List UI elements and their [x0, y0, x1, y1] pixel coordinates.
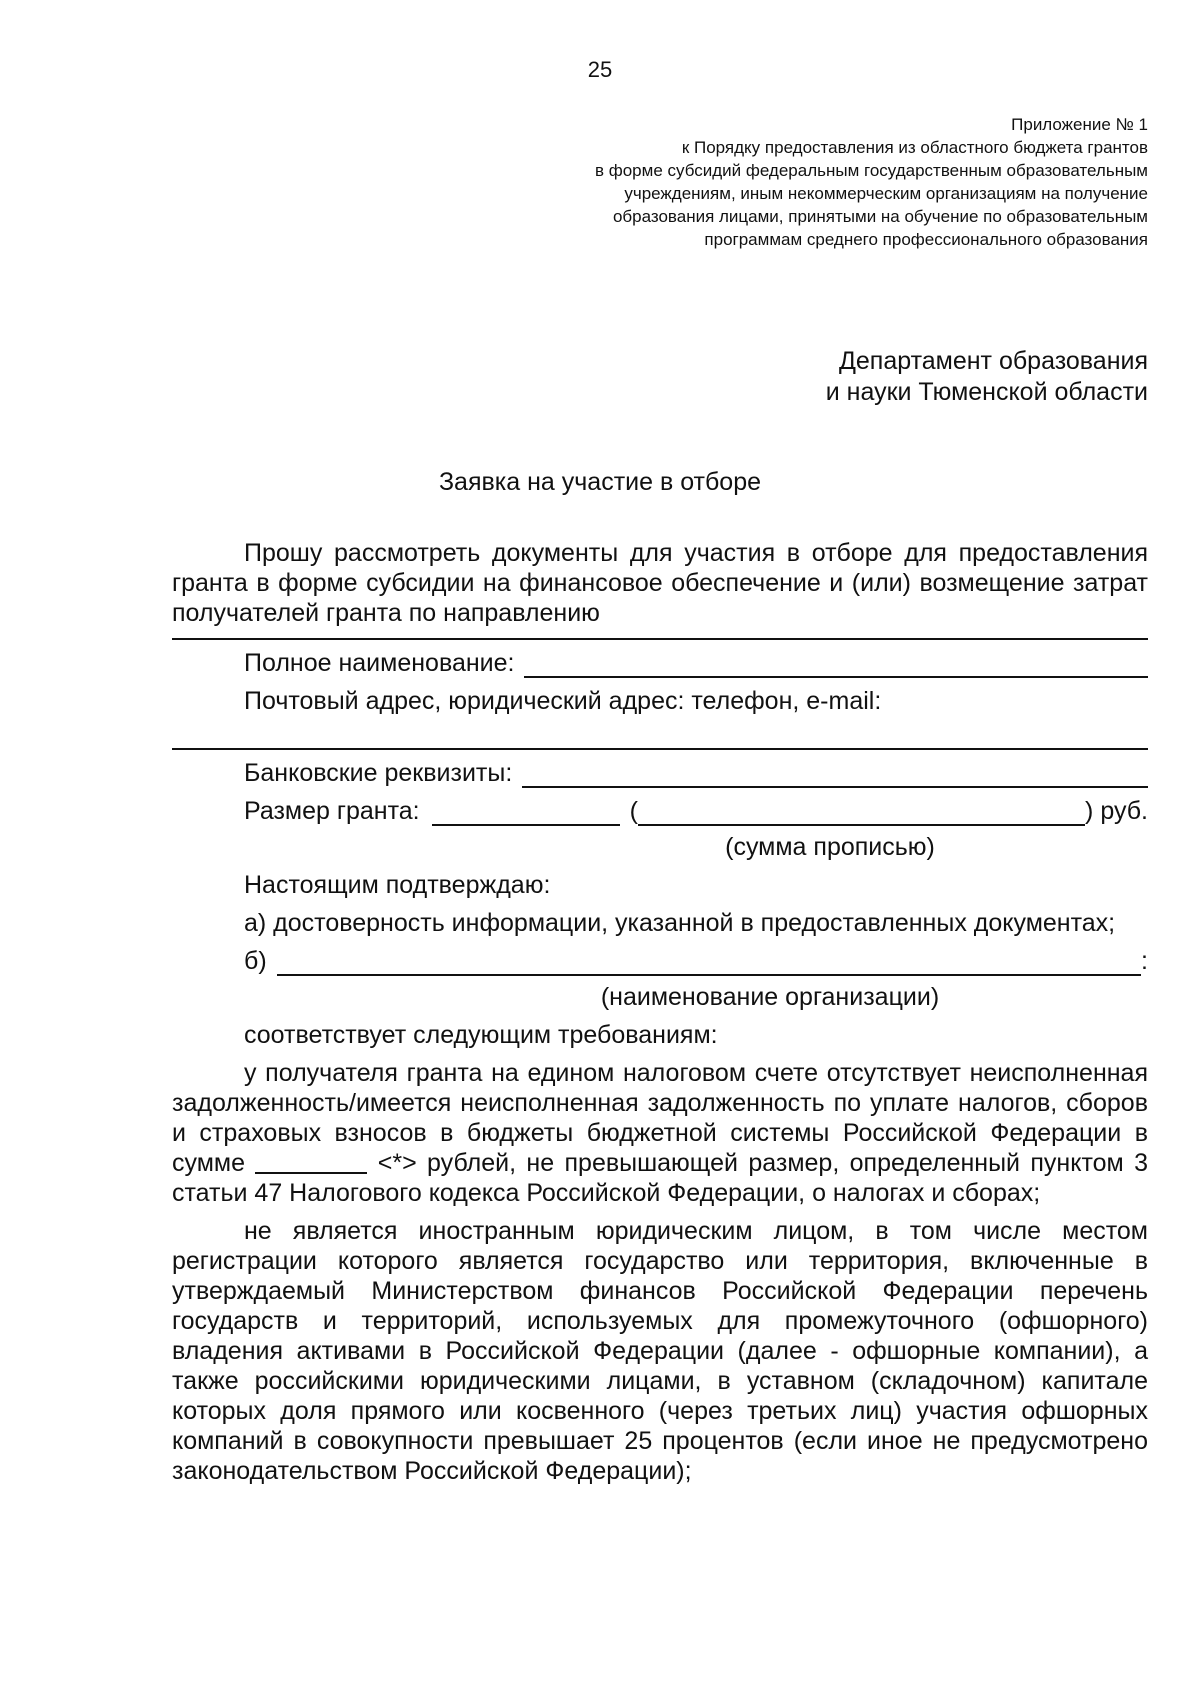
appendix-line: образования лицами, принятыми на обучение по образовательным	[612, 207, 1148, 226]
addressee-block	[826, 346, 1148, 408]
address-blank-line[interactable]	[172, 716, 1148, 750]
grant-open-paren: (	[629, 797, 638, 825]
addressee-line: и науки Тюменской области	[825, 378, 1148, 406]
item-b-suffix: :	[1141, 947, 1148, 975]
requirement-tax-debt	[172, 1058, 1148, 1208]
confirm-label: Настоящим подтверждаю:	[244, 871, 551, 899]
address-label: Почтовый адрес, юридический адрес: телефон, e-mail:	[244, 687, 882, 715]
full-name-field	[172, 648, 1148, 678]
appendix-line: в форме субсидий федеральным государственным образовательным	[594, 161, 1148, 180]
organization-name-caption: (наименование организации)	[600, 983, 940, 1011]
requirement-tax-debt-text: у получателя гранта на едином налоговом счете отсутствует неисполненная задолженность/имеется неисполненная задолженность по уплате налогов, сборов и страховых взносов в бюджеты бюджетной системы Российской Федерации в сумме	[172, 1059, 1148, 1177]
bank-details-blank[interactable]	[522, 762, 1148, 788]
grant-amount-label: Размер гранта:	[244, 797, 420, 825]
document-title: Заявка на участие в отборе	[438, 468, 762, 496]
direction-blank-line[interactable]	[172, 628, 1148, 640]
item-a: а) достоверность информации, указанной в предоставленных документах;	[244, 909, 1116, 937]
requirement-offshore: не является иностранным юридическим лицом, в том числе местом регистрации которого является государство или территория, включенные в утверждаемый Министерством финансов Российской Федерации перечень государств и территорий, используемых для промежуточного (офшорного) владения активами в Российской Федерации (далее - офшорные компании), а также российскими юридическими лицами, в уставном (складочном) капитале которых доля прямого или косвенного (через третьих лиц) участия офшорных компаний в совокупности превышает 25 процентов (если иное не предусмотрено законодательством Российской Федерации);	[172, 1217, 1148, 1485]
full-name-blank[interactable]	[524, 652, 1148, 678]
bank-details-label: Банковские реквизиты:	[244, 759, 513, 787]
appendix-line: программам среднего профессионального образования	[704, 230, 1148, 249]
grant-amount-blank[interactable]	[432, 800, 620, 826]
bank-details-field	[172, 758, 1148, 788]
grant-amount-words-blank[interactable]	[638, 800, 1085, 826]
application-form	[172, 538, 1148, 1486]
page-number: 25	[587, 57, 613, 82]
addressee-line: Департамент образования	[838, 347, 1148, 375]
intro-paragraph: Прошу рассмотреть документы для участия в отборе для предоставления гранта в форме субсидии на финансовое обеспечение и (или) возмещение затрат получателей гранта по направлению	[172, 539, 1148, 627]
requirements-label: соответствует следующим требованиям:	[244, 1021, 718, 1049]
item-b-field	[172, 946, 1148, 976]
appendix-line: к Порядку предоставления из областного бюджета грантов	[681, 138, 1148, 157]
appendix-line: учреждениям, иным некоммерческим организациям на получение	[624, 184, 1148, 203]
item-b-prefix: б)	[244, 947, 267, 975]
full-name-label: Полное наименование:	[244, 649, 515, 677]
amount-in-words-caption: (сумма прописью)	[725, 833, 935, 861]
appendix-line: Приложение № 1	[1011, 115, 1148, 134]
grant-currency: ) руб.	[1085, 797, 1148, 825]
tax-debt-amount-blank[interactable]	[255, 1148, 367, 1174]
organization-name-blank[interactable]	[277, 950, 1141, 976]
requirement-tax-debt-text-end: <*> рублей, не превышающей размер, определенный пунктом 3 статьи 47 Налогового кодекса Российской Федерации, о налогах и сборах;	[172, 1149, 1148, 1207]
appendix-header	[388, 113, 1148, 251]
grant-amount-field	[172, 796, 1148, 826]
